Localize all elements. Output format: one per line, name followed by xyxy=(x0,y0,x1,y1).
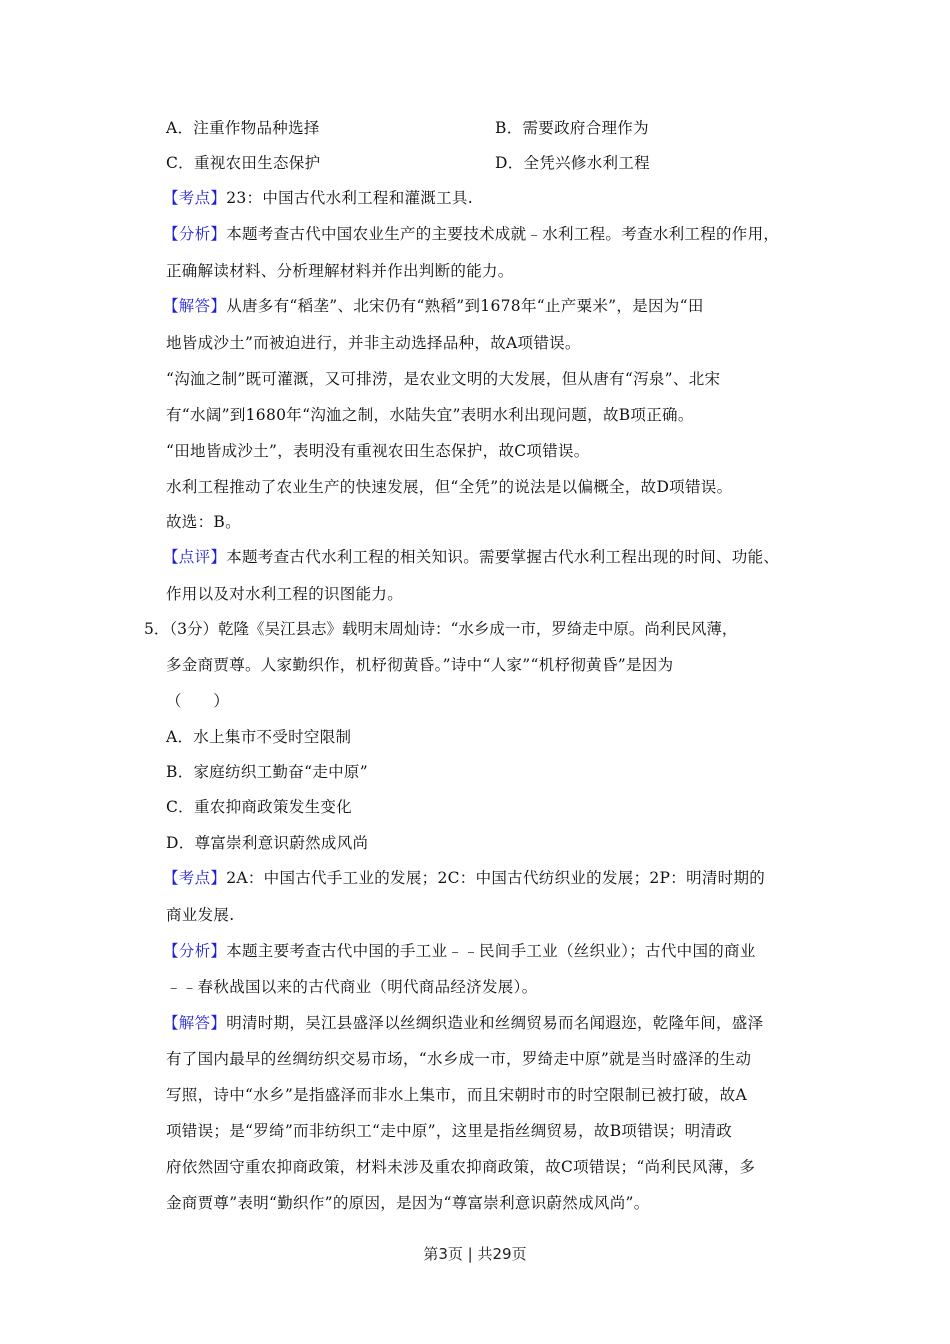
option-text: 重视农田生态保护 xyxy=(193,154,321,172)
option-letter: D． xyxy=(166,834,195,852)
dianping-text: 作用以及对水利工程的识图能力。 xyxy=(166,585,404,603)
option-letter: B． xyxy=(495,119,523,137)
fenxi-text: 本题考查古代中国农业生产的主要技术成就﹣水利工程。考查水利工程的作用， xyxy=(226,225,780,243)
fenxi-text: ﹣﹣春秋战国以来的古代商业（明代商品经济发展）。 xyxy=(166,978,538,996)
dianping-label: 【点评】 xyxy=(163,548,227,566)
question-5 xyxy=(144,619,737,639)
option-letter: A． xyxy=(166,119,194,137)
option-d xyxy=(495,153,650,173)
jieda-section xyxy=(163,296,704,316)
dianping-text: 本题考查古代水利工程的相关知识。需要掌握古代水利工程出现的时间、功能、 xyxy=(226,548,780,566)
option-text: 尊富崇利意识蔚然成风尚 xyxy=(194,834,369,852)
option-text: 重农抑商政策发生变化 xyxy=(193,798,352,816)
question-number: 5． xyxy=(144,620,170,638)
jieda-text: 水利工程推动了农业生产的快速发展，但“全凭”的说法是以偏概全，故D项错误。 xyxy=(166,478,733,496)
jieda-text: 金商贾尊”表明“勤织作”的原因，是因为“尊富崇利意识蔚然成风尚”。 xyxy=(166,1194,650,1212)
jieda-label: 【解答】 xyxy=(163,297,227,315)
q5-fenxi-section xyxy=(163,941,756,961)
fenxi-text: 本题主要考查古代中国的手工业﹣﹣民间手工业（丝织业）；古代中国的商业 xyxy=(226,942,756,960)
option-text: 注重作物品种选择 xyxy=(193,119,320,137)
q5-option-b xyxy=(166,762,368,782)
option-c xyxy=(166,153,320,173)
fenxi-label: 【分析】 xyxy=(163,942,227,960)
jieda-text: 府依然固守重农抑商政策，材料未涉及重农抑商政策，故C项错误；“尚利民风薄，多 xyxy=(166,1158,756,1176)
answer-blank: （ ） xyxy=(166,692,230,710)
question-stem: （3分）乾隆《吴江县志》载明末周灿诗：“水乡成一市，罗绮走中原。尚利民风薄， xyxy=(169,620,738,638)
q5-option-a xyxy=(166,727,351,747)
jieda-text: “沟洫之制”既可灌溉，又可排涝，是农业文明的大发展，但从唐有“泻泉”、北宋 xyxy=(166,370,721,388)
option-letter: D． xyxy=(495,154,524,172)
dianping-section xyxy=(163,547,779,567)
option-letter: C． xyxy=(166,154,194,172)
jieda-label: 【解答】 xyxy=(163,1014,227,1032)
kaodian-section xyxy=(163,188,473,208)
q5-option-c xyxy=(166,797,352,817)
jieda-text: “田地皆成沙土”，表明没有重视农田生态保护，故C项错误。 xyxy=(166,442,590,460)
kaodian-label: 【考点】 xyxy=(163,869,227,887)
question-stem: 多金商贾尊。人家勤织作，机杼彻黄昏。”诗中“人家”“机杼彻黄昏”是因为 xyxy=(166,656,674,674)
option-text: 需要政府合理作为 xyxy=(522,119,649,137)
answer-choice: 故选：B。 xyxy=(166,513,241,531)
option-b xyxy=(495,118,649,138)
option-a xyxy=(166,118,320,138)
jieda-text: 明清时期，吴江县盛泽以丝绸织造业和丝绸贸易而名闻遐迩，乾隆年间，盛泽 xyxy=(226,1014,764,1032)
jieda-text: 写照，诗中“水乡”是指盛泽而非水上集市，而且宋朝时市的时空限制已被打破，故A xyxy=(166,1086,747,1104)
q5-kaodian-section xyxy=(163,868,765,888)
q5-option-d xyxy=(166,833,368,853)
jieda-text: 有“水阔”到1680年“沟洫之制，水陆失宜”表明水利出现问题，故B项正确。 xyxy=(166,406,694,424)
jieda-text: 从唐多有“稻垄”、北宋仍有“熟稻”到1678年“止产粟米”，是因为“田 xyxy=(226,297,704,315)
fenxi-section xyxy=(163,224,779,244)
kaodian-text: 商业发展. xyxy=(166,906,235,924)
jieda-text: 地皆成沙土”而被迫进行，并非主动选择品种，故A项错误。 xyxy=(166,334,581,352)
kaodian-text: 2A：中国古代手工业的发展；2C：中国古代纺织业的发展；2P：明清时期的 xyxy=(226,869,766,887)
jieda-text: 有了国内最早的丝绸纺织交易市场，“水乡成一市，罗绮走中原”就是当时盛泽的生动 xyxy=(166,1050,752,1068)
jieda-text: 项错误；是“罗绮”而非纺织工“走中原”，这里是指丝绸贸易，故B项错误；明清政 xyxy=(166,1122,732,1140)
option-letter: B． xyxy=(166,763,194,781)
option-letter: C． xyxy=(166,798,194,816)
page-number: 第3页 | 共29页 xyxy=(423,1245,527,1263)
option-text: 水上集市不受时空限制 xyxy=(193,728,352,746)
kaodian-label: 【考点】 xyxy=(163,189,227,207)
option-letter: A． xyxy=(166,728,194,746)
option-text: 全凭兴修水利工程 xyxy=(523,154,650,172)
q5-jieda-section xyxy=(163,1013,763,1033)
fenxi-label: 【分析】 xyxy=(163,225,227,243)
option-text: 家庭纺织工勤奋“走中原” xyxy=(193,763,368,781)
fenxi-text: 正确解读材料、分析理解材料并作出判断的能力。 xyxy=(166,262,514,280)
kaodian-text: 23：中国古代水利工程和灌溉工具. xyxy=(226,189,473,207)
